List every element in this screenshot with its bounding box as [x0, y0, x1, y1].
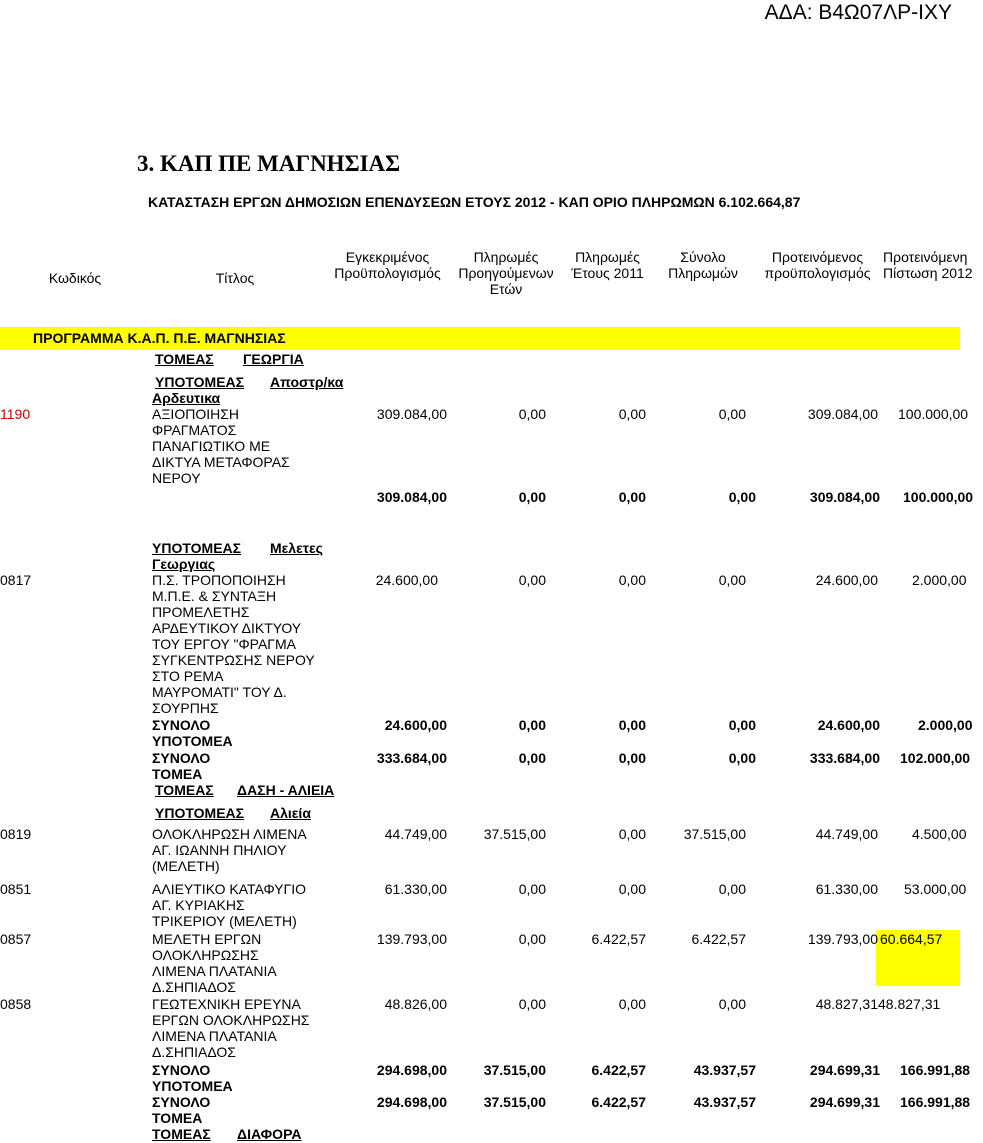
header-prev-payments	[447, 249, 565, 297]
project-title-0819	[152, 826, 307, 874]
value-year-payments: 0,00	[618, 881, 646, 897]
header-title: Τίτλος	[215, 270, 255, 286]
total-sector-label-1: ΣΥΝΟΛΟ	[152, 750, 211, 766]
value-approved: 139.793,00	[376, 931, 447, 947]
value-proposed-credit: 2.000,00	[912, 572, 967, 588]
total-prev-payments: 37.515,00	[483, 1062, 546, 1078]
total-total-payments: 0,00	[728, 489, 756, 505]
value-prev-payments: 0,00	[518, 996, 546, 1012]
total-proposed-credit: 2.000,00	[918, 717, 973, 733]
header-total-payments-line2: Πληρωμών	[668, 265, 738, 281]
header-year-payments-line1: Πληρωμές	[575, 249, 640, 265]
total-total-payments: 43.937,57	[693, 1062, 756, 1078]
value-proposed-budget: 61.330,00	[815, 881, 878, 897]
project-code-1190: 1190	[0, 406, 31, 422]
project-title-line: ΛΙΜΕΝΑ ΠΛΑΤΑΝΙΑ	[152, 963, 277, 979]
value-proposed-budget: 48.827,31	[815, 996, 878, 1012]
project-title-line: Δ.ΣΗΠΙΑΔΟΣ	[152, 979, 236, 995]
total-year-payments: 0,00	[618, 750, 646, 766]
sub-ardeftika-name1: Αποστρ/κα	[270, 374, 344, 390]
value-prev-payments: 0,00	[518, 931, 546, 947]
total-proposed-budget: 333.684,00	[809, 750, 880, 766]
total-total-payments: 43.937,57	[693, 1094, 756, 1110]
sector-dasi-label: ΤΟΜΕΑΣ	[155, 782, 214, 798]
sector-diafora-label: ΤΟΜΕΑΣ	[152, 1126, 211, 1142]
value-proposed-budget: 24.600,00	[815, 572, 878, 588]
project-title-line: ΝΕΡΟΥ	[152, 470, 201, 486]
total-sub-label-2: ΥΠΟΤΟΜΕΑ	[152, 733, 233, 749]
total-sub-label-1: ΣΥΝΟΛΟ	[152, 1062, 211, 1078]
project-title-line: ΦΡΑΓΜΑΤΟΣ	[152, 422, 237, 438]
value-proposed-budget: 139.793,00	[807, 931, 878, 947]
project-title-line: ΑΡΔΕΥΤΙΚΟΥ ΔΙΚΤΥΟΥ	[152, 620, 302, 636]
total-prev-payments: 0,00	[518, 489, 546, 505]
header-proposed-budget	[755, 249, 880, 281]
program-title: ΠΡΟΓΡΑΜΜΑ Κ.Α.Π. Π.Ε. ΜΑΓΝΗΣΙΑΣ	[33, 330, 286, 346]
project-title-line: ΠΑΝΑΓΙΩΤΙΚΟ ΜΕ	[152, 438, 271, 454]
project-title-line: ΟΛΟΚΛΗΡΩΣΗ ΛΙΜΕΝΑ	[152, 826, 307, 842]
total-approved: 294.698,00	[376, 1062, 447, 1078]
total-sub-label-2: ΥΠΟΤΟΜΕΑ	[152, 1078, 233, 1094]
total-approved: 333.684,00	[376, 750, 447, 766]
project-title-line: Μ.Π.Ε. & ΣΥΝΤΑΞΗ	[152, 588, 277, 604]
project-title-line: ΤΡΙΚΕΡΙΟΥ (ΜΕΛΕΤΗ)	[152, 913, 297, 929]
project-title-line: ΣΤΟ ΡΕΜΑ	[152, 668, 224, 684]
header-prev-payments-line2: Προηγούμενων	[458, 265, 554, 281]
total-proposed-budget: 294.699,31	[809, 1094, 880, 1110]
project-title-line: ΑΓ. ΙΩΑΝΝΗ ΠΗΛΙΟΥ	[152, 842, 287, 858]
header-proposed-credit-line1: Προτεινόμενη	[883, 249, 968, 265]
value-total-payments: 0,00	[718, 406, 746, 422]
header-proposed-budget-line1: Προτεινόμενος	[771, 249, 864, 265]
project-title-0858	[152, 996, 309, 1060]
document-subtitle: ΚΑΤΑΣΤΑΣΗ ΕΡΓΩΝ ΔΗΜΟΣΙΩΝ ΕΠΕΝΔΥΣΕΩΝ ΕΤΟΥΣ 2012 - ΚΑΠ ΟΡΙΟ ΠΛΗΡΩΜΩΝ 6.102.664,87	[148, 194, 801, 210]
total-sector-label-2: ΤΟΜΕΑ	[152, 1110, 203, 1126]
value-approved: 44.749,00	[384, 826, 447, 842]
value-prev-payments: 0,00	[518, 572, 546, 588]
value-year-payments: 6.422,57	[591, 931, 646, 947]
project-title-0851	[152, 881, 306, 929]
header-total-payments-line1: Σύνολο	[680, 249, 726, 265]
value-approved: 61.330,00	[384, 881, 447, 897]
sector-georgia-label: ΤΟΜΕΑΣ	[155, 351, 214, 367]
project-title-line: ΑΛΙΕΥΤΙΚΟ ΚΑΤΑΦΥΓΙΟ	[152, 881, 307, 897]
project-code-0817: 0817	[0, 572, 32, 588]
total-prev-payments: 0,00	[518, 717, 546, 733]
value-proposed-credit: 60.664,57	[880, 931, 943, 947]
header-code: Κωδικός	[48, 270, 102, 286]
total-year-payments: 0,00	[618, 717, 646, 733]
project-code-0851: 0851	[0, 881, 32, 897]
value-total-payments: 0,00	[718, 996, 746, 1012]
project-title-line: Δ.ΣΗΠΙΑΔΟΣ	[152, 1044, 236, 1060]
value-proposed-credit: 48.827,31	[878, 996, 941, 1012]
project-code-0857: 0857	[0, 931, 32, 947]
project-title-line: ΓΕΩΤΕΧΝΙΚΗ ΕΡΕΥΝΑ	[152, 996, 301, 1012]
project-title-line: ΕΡΓΩΝ ΟΛΟΚΛΗΡΩΣΗΣ	[152, 1012, 310, 1028]
project-title-0857	[152, 931, 277, 995]
value-prev-payments: 0,00	[518, 406, 546, 422]
value-total-payments: 0,00	[718, 881, 746, 897]
total-proposed-budget: 294.699,31	[809, 1062, 880, 1078]
header-total-payments	[653, 249, 753, 281]
value-prev-payments: 0,00	[518, 881, 546, 897]
header-proposed-credit	[883, 249, 983, 281]
value-approved: 309.084,00	[376, 406, 447, 422]
total-proposed-credit: 166.991,88	[900, 1062, 971, 1078]
total-sector-label-1: ΣΥΝΟΛΟ	[152, 1094, 211, 1110]
sector-georgia-name: ΓΕΩΡΓΙΑ	[243, 351, 304, 367]
value-year-payments: 0,00	[618, 996, 646, 1012]
total-proposed-budget: 309.084,00	[809, 489, 880, 505]
total-approved: 294.698,00	[376, 1094, 447, 1110]
header-prev-payments-line1: Πληρωμές	[473, 249, 539, 265]
header-proposed-budget-line2: προϋπολογισμός	[764, 265, 871, 281]
sub-meletes-label: ΥΠΟΤΟΜΕΑΣ	[152, 540, 242, 556]
project-code-0819: 0819	[0, 826, 32, 842]
sub-ardeftika-label: ΥΠΟΤΟΜΕΑΣ	[155, 374, 245, 390]
value-approved: 24.600,00	[375, 572, 438, 588]
total-total-payments: 0,00	[728, 750, 756, 766]
sub-alieia-label: ΥΠΟΤΟΜΕΑΣ	[155, 805, 245, 821]
total-proposed-credit: 102.000,00	[900, 750, 971, 766]
value-year-payments: 0,00	[618, 406, 646, 422]
header-year-payments	[560, 249, 655, 281]
total-approved: 309.084,00	[376, 489, 447, 505]
header-approved-line1: Εγκεκριμένος	[345, 249, 430, 265]
value-year-payments: 0,00	[618, 572, 646, 588]
total-sub-label-1: ΣΥΝΟΛΟ	[152, 717, 211, 733]
value-proposed-credit: 53.000,00	[904, 881, 967, 897]
total-total-payments: 0,00	[728, 717, 756, 733]
total-prev-payments: 37.515,00	[483, 1094, 546, 1110]
value-proposed-budget: 309.084,00	[807, 406, 878, 422]
value-prev-payments: 37.515,00	[483, 826, 546, 842]
header-approved-line2: Προϋπολογισμός	[334, 265, 441, 281]
document-title: 3. ΚΑΠ ΠΕ ΜΑΓΝΗΣΙΑΣ	[137, 151, 401, 176]
project-title-line: ΣΥΓΚΕΝΤΡΩΣΗΣ ΝΕΡΟΥ	[152, 652, 315, 668]
project-title-line: ΜΑΥΡΟΜΑΤΙ" ΤΟΥ Δ.	[152, 684, 287, 700]
sub-ardeftika-name2: Αρδευτικα	[152, 390, 221, 406]
project-title-0817	[152, 572, 315, 716]
value-proposed-budget: 44.749,00	[815, 826, 878, 842]
total-sector-label-2: ΤΟΜΕΑ	[152, 766, 203, 782]
total-year-payments: 6.422,57	[591, 1094, 646, 1110]
value-approved: 48.826,00	[384, 996, 447, 1012]
project-title-1190	[152, 406, 290, 486]
value-proposed-credit: 100.000,00	[898, 406, 969, 422]
value-proposed-credit: 4.500,00	[912, 826, 967, 842]
project-title-line: ΟΛΟΚΛΗΡΩΣΗΣ	[152, 947, 259, 963]
header-year-payments-line2: Έτους 2011	[571, 265, 644, 281]
sub-meletes-name1: Μελετες	[270, 540, 323, 556]
total-year-payments: 6.422,57	[591, 1062, 646, 1078]
project-code-0858: 0858	[0, 996, 32, 1012]
total-proposed-credit: 166.991,88	[900, 1094, 971, 1110]
sector-diafora-name: ΔΙΑΦΟΡΑ	[237, 1126, 302, 1142]
total-approved: 24.600,00	[384, 717, 447, 733]
project-title-line: ΑΓ. ΚΥΡΙΑΚΗΣ	[152, 897, 245, 913]
total-proposed-credit: 100.000,00	[903, 489, 974, 505]
total-prev-payments: 0,00	[518, 750, 546, 766]
value-total-payments: 6.422,57	[691, 931, 746, 947]
value-total-payments: 0,00	[718, 572, 746, 588]
project-title-line: ΑΞΙΟΠΟΙΗΣΗ	[152, 406, 239, 422]
project-title-line: ΛΙΜΕΝΑ ΠΛΑΤΑΝΙΑ	[152, 1028, 277, 1044]
ada-stamp: ΑΔΑ: Β4Ω07ΛΡ-ΙΧΥ	[764, 1, 952, 24]
value-total-payments: 37.515,00	[683, 826, 746, 842]
value-year-payments: 0,00	[618, 826, 646, 842]
project-title-line: ΠΡΟΜΕΛΕΤΗΣ	[152, 604, 250, 620]
project-title-line: (ΜΕΛΕΤΗ)	[152, 858, 220, 874]
project-title-line: Π.Σ. ΤΡΟΠΟΠΟΙΗΣΗ	[152, 572, 286, 588]
sub-alieia-name: Αλιεία	[270, 805, 311, 821]
project-title-line: ΤΟΥ ΕΡΓΟΥ "ΦΡΑΓΜΑ	[152, 636, 296, 652]
project-title-line: ΣΟΥΡΠΗΣ	[152, 700, 219, 716]
sector-dasi-name: ΔΑΣΗ - ΑΛΙΕΙΑ	[237, 782, 335, 798]
sub-meletes-name2: Γεωργιας	[152, 556, 216, 572]
header-proposed-credit-line2: Πίστωση 2012	[883, 265, 973, 281]
total-proposed-budget: 24.600,00	[817, 717, 880, 733]
project-title-line: ΔΙΚΤΥΑ ΜΕΤΑΦΟΡΑΣ	[152, 454, 290, 470]
total-year-payments: 0,00	[618, 489, 646, 505]
project-title-line: ΜΕΛΕΤΗ ΕΡΓΩΝ	[152, 931, 262, 947]
header-prev-payments-line3: Ετών	[489, 281, 523, 297]
header-approved	[325, 249, 450, 281]
